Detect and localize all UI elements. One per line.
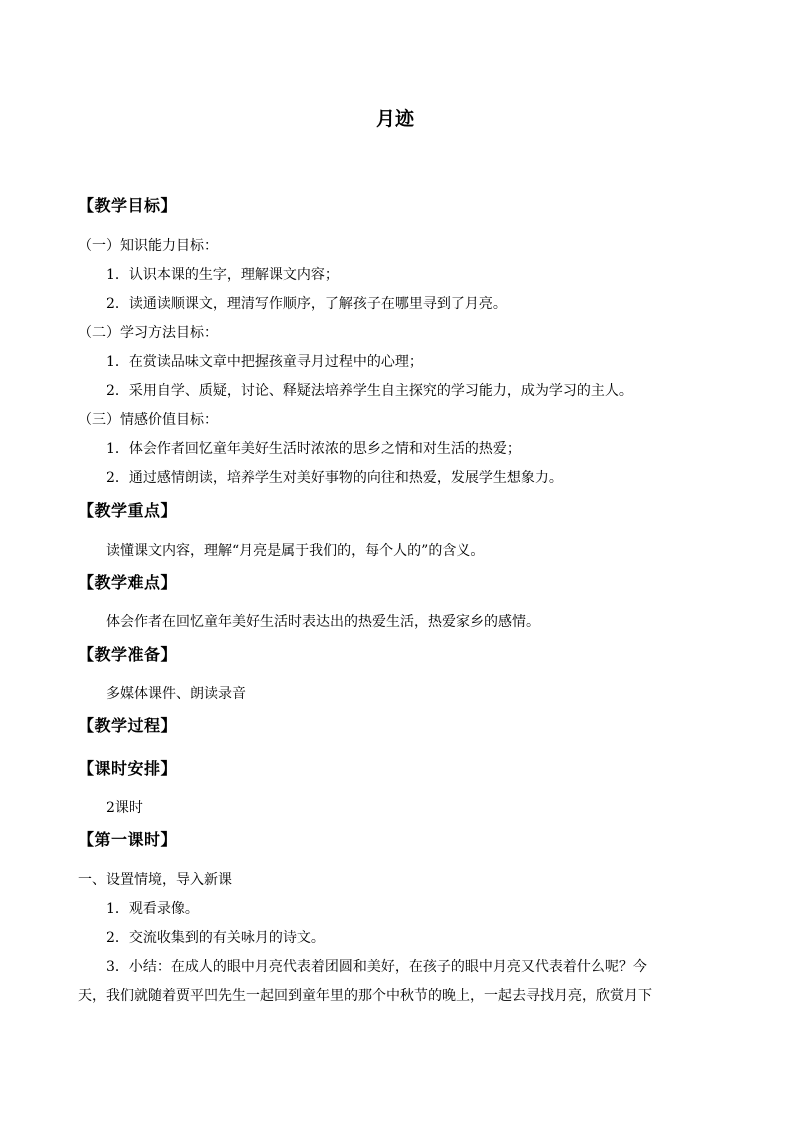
objective-1-1: 1．认识本课的生字，理解课文内容； <box>106 267 339 283</box>
document-title: 月迹 <box>376 108 415 130</box>
objective-3-1: 1．体会作者回忆童年美好生活时浓浓的思乡之情和对生活的热爱； <box>106 441 521 457</box>
preparation-text: 多媒体课件、朗读录音 <box>106 686 246 702</box>
schedule-text: 2课时 <box>106 800 143 816</box>
heading-preparation: 【教学准备】 <box>78 645 178 664</box>
objective-group-3-title: （三）情感价值目标： <box>78 412 218 428</box>
heading-objectives: 【教学目标】 <box>78 196 178 215</box>
lesson1-step-1: 一、设置情境，导入新课 <box>78 872 232 888</box>
objective-2-2: 2．采用自学、质疑，讨论、释疑法培养学生自主探究的学习能力，成为学习的主人。 <box>106 383 633 399</box>
objective-3-2: 2．通过感情朗读，培养学生对美好事物的向往和热爱，发展学生想象力。 <box>106 470 563 486</box>
difficulties-text: 体会作者在回忆童年美好生活时表达出的热爱生活，热爱家乡的感情。 <box>106 614 540 630</box>
key-points-text: 读懂课文内容，理解“月亮是属于我们的，每个人的”的含义。 <box>106 543 485 559</box>
lesson1-summary-line-2: 天，我们就随着贾平凹先生一起回到童年里的那个中秋节的晚上，一起去寻找月亮，欣赏月下 <box>78 988 652 1004</box>
heading-key-points: 【教学重点】 <box>78 501 178 520</box>
objective-group-2-title: （二）学习方法目标： <box>78 325 218 341</box>
lesson1-summary-line-1: 3．小结：在成人的眼中月亮代表着团圆和美好，在孩子的眼中月亮又代表着什么呢？今 <box>106 959 647 975</box>
heading-lesson-1: 【第一课时】 <box>78 830 178 849</box>
objective-group-1-title: （一）知识能力目标： <box>78 238 218 254</box>
heading-difficulties: 【教学难点】 <box>78 573 178 592</box>
objective-2-1: 1．在赏读品味文章中把握孩童寻月过程中的心理； <box>106 354 423 370</box>
heading-schedule: 【课时安排】 <box>78 759 178 778</box>
objective-1-2: 2．读通读顺课文，理清写作顺序，了解孩子在哪里寻到了月亮。 <box>106 296 507 312</box>
heading-process: 【教学过程】 <box>78 716 178 735</box>
lesson1-item-2: 2．交流收集到的有关咏月的诗文。 <box>106 930 325 946</box>
lesson1-item-1: 1．观看录像。 <box>106 901 199 917</box>
